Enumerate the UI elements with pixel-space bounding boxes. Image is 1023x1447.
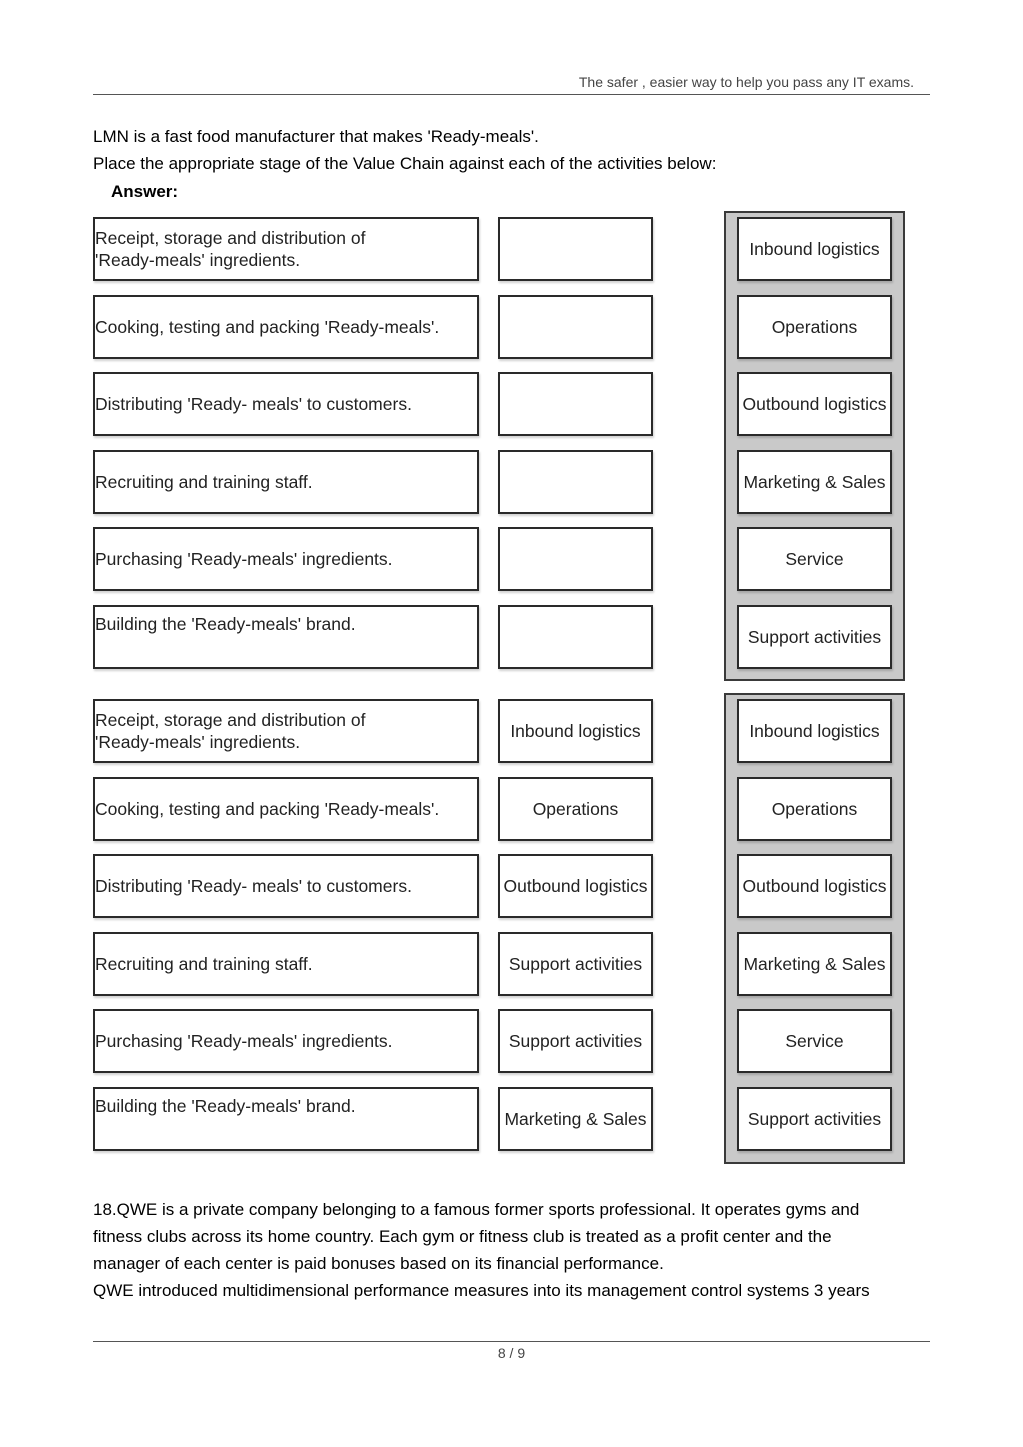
next-question-line4: QWE introduced multidimensional performance measures into its management control systems 3 years [93, 1281, 870, 1300]
next-question-line3: manager of each center is paid bonuses based on its financial performance. [93, 1254, 664, 1273]
answer-activity-box [93, 699, 479, 763]
question-activity-text: Distributing 'Ready- meals' to customers. [95, 394, 412, 414]
answer-drop-zone: Support activities [498, 932, 653, 996]
question-drop-zone[interactable] [498, 217, 653, 281]
question-instruction: Place the appropriate stage of the Value Chain against each of the activities below: [93, 154, 717, 173]
answer-drop-zone: Support activities [498, 1009, 653, 1073]
answer-activity-box [93, 777, 479, 841]
question-activity-text: Cooking, testing and packing 'Ready-meals'. [95, 317, 440, 337]
next-question-line1: 18.QWE is a private company belonging to a famous former sports professional. It operates gyms and [93, 1200, 860, 1219]
answer-drop-zone: Marketing & Sales [498, 1087, 653, 1151]
question-activity-box [93, 295, 479, 359]
question-drop-zone[interactable] [498, 372, 653, 436]
answer-option-item: Marketing & Sales [737, 932, 892, 996]
question-activity-box [93, 372, 479, 436]
next-question-line2: fitness clubs across its home country. Each gym or fitness club is treated as a profit center and the [93, 1227, 832, 1246]
question-activity-text: Receipt, storage and distribution of 'Ready-meals' ingredients. [95, 228, 366, 270]
footer-divider [93, 1341, 930, 1342]
answer-drop-zone: Operations [498, 777, 653, 841]
answer-drop-zone: Outbound logistics [498, 854, 653, 918]
question-drop-zone[interactable] [498, 450, 653, 514]
question-drop-zone[interactable] [498, 527, 653, 591]
page-number: 8 / 9 [497, 1345, 526, 1361]
question-option-item[interactable]: Service [737, 527, 892, 591]
question-intro: LMN is a fast food manufacturer that makes 'Ready-meals'. [93, 127, 539, 146]
question-option-item[interactable]: Support activities [737, 605, 892, 669]
question-activity-box [93, 527, 479, 591]
answer-activity-text: Recruiting and training staff. [95, 954, 313, 974]
question-activity-text: Purchasing 'Ready-meals' ingredients. [95, 549, 393, 569]
question-drop-zone[interactable] [498, 605, 653, 669]
question-option-item[interactable]: Marketing & Sales [737, 450, 892, 514]
answer-activity-text: Purchasing 'Ready-meals' ingredients. [95, 1031, 393, 1051]
question-activity-box [93, 605, 479, 669]
question-activity-box [93, 450, 479, 514]
header-tagline: The safer , easier way to help you pass any IT exams. [578, 74, 914, 90]
question-activity-text: Recruiting and training staff. [95, 472, 313, 492]
answer-option-item: Outbound logistics [737, 854, 892, 918]
answer-activity-text: Receipt, storage and distribution of 'Ready-meals' ingredients. [95, 710, 366, 752]
answer-activity-box [93, 1009, 479, 1073]
answer-activity-text: Building the 'Ready-meals' brand. [95, 1096, 356, 1116]
answer-activity-box [93, 932, 479, 996]
answer-activity-text: Distributing 'Ready- meals' to customers. [95, 876, 412, 896]
answer-activity-box [93, 1087, 479, 1151]
question-activity-text: Building the 'Ready-meals' brand. [95, 614, 356, 634]
question-option-item[interactable]: Inbound logistics [737, 217, 892, 281]
question-activity-box [93, 217, 479, 281]
page-header [93, 72, 930, 95]
question-option-item[interactable]: Operations [737, 295, 892, 359]
answer-option-item: Support activities [737, 1087, 892, 1151]
answer-activity-box [93, 854, 479, 918]
answer-option-item: Operations [737, 777, 892, 841]
answer-option-item: Service [737, 1009, 892, 1073]
answer-activity-text: Cooking, testing and packing 'Ready-meals'. [95, 799, 440, 819]
answer-option-item: Inbound logistics [737, 699, 892, 763]
question-drop-zone[interactable] [498, 295, 653, 359]
question-option-item[interactable]: Outbound logistics [737, 372, 892, 436]
answer-label: Answer: [111, 182, 179, 201]
answer-drop-zone: Inbound logistics [498, 699, 653, 763]
